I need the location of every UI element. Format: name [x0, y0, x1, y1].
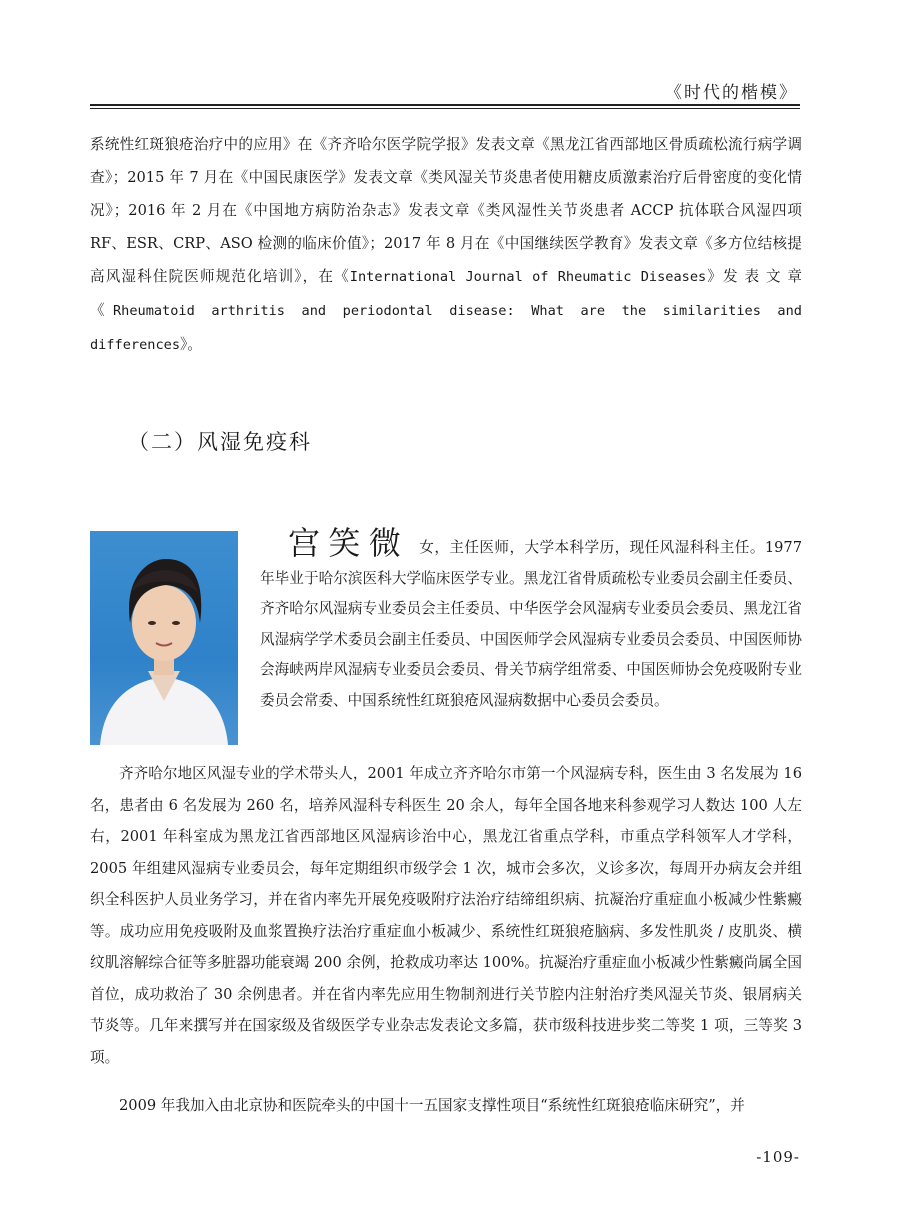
- intro-end: 》。: [180, 336, 202, 353]
- body-paragraph-2: 2009 年我加入由北京协和医院牵头的中国十一五国家支撑性项目“系统性红斑狼疮临床研究”，并: [119, 1097, 745, 1114]
- page-number: -109-: [756, 1148, 800, 1166]
- intro-mid: 》发 表 文 章《: [90, 268, 803, 319]
- section-heading: （二）风湿免疫科: [128, 430, 312, 454]
- header-rule: [90, 104, 800, 106]
- profile-bio: [260, 524, 802, 716]
- profile-photo: [90, 531, 238, 745]
- intro-text: 系统性红斑狼疮治疗中的应用》在《齐齐哈尔医学院学报》发表文章《黑龙江省西部地区骨质疏松流行病学调查》；2015 年 7 月在《中国民康医学》发表文章《类风湿关节炎患者使用糖皮质激素治疗后骨密度的变化情况》；2016 年 2 月在《中国地方病防治杂志》发表文章《类风湿性关节炎患者 ACCP 抗体联合风湿四项 RF、ESR、CRP、ASO 检测的临床价值》；2017 年 8 月在《中国继续医学教育》发表文章《多方位结核提高风湿科住院医师规范化培训》，在《: [90, 136, 802, 285]
- article-title: Rheumatoid arthritis and periodontal disease: What are the similarities and differences: [90, 303, 802, 353]
- profile-name: 宫笑微: [288, 524, 410, 562]
- journal-title: International Journal of Rheumatic Diseases: [349, 269, 707, 285]
- profile-bio-text: 女，主任医师，大学本科学历，现任风湿科科主任。1977 年毕业于哈尔滨医科大学临床医学专业。黑龙江省骨质疏松专业委员会副主任委员、齐齐哈尔风湿病专业委员会主任委员、中华医学会风湿病专业委员会委员、黑龙江省风湿病学学术委员会副主任委员、中国医师学会风湿病专业委员会委员、中国医师协会海峡两岸风湿病专业委员会委员、骨关节病学组常委、中国医师协会免疫吸附专业委员会常委、中国系统性红斑狼疮风湿病数据中心委员会委员。: [260, 539, 802, 709]
- body-paragraph-1: 齐齐哈尔地区风湿专业的学术带头人，2001 年成立齐齐哈尔市第一个风湿病专科，医生由 3 名发展为 16 名，患者由 6 名发展为 260 名，培养风湿科专科医生 20 余人，每年全国各地来科参观学习人数达 100 人左右，2001 年科室成为黑龙江省西部地区风湿病诊治中心，黑龙江省重点学科，市重点学科领军人才学科，2005 年组建风湿病专业委员会，每年定期组织市级学会 1 次，城市会多次，义诊多次，每周开办病友会并组织全科医护人员业务学习，并在省内率先开展免疫吸附疗法治疗结缔组织病、抗凝治疗重症血小板减少性紫癜等。成功应用免疫吸附及血浆置换疗法治疗重症血小板减少、系统性红斑狼疮脑病、多发性肌炎 / 皮肌炎、横纹肌溶解综合征等多脏器功能衰竭 200 余例，抢救成功率达 100%。抗凝治疗重症血小板减少性紫癜尚属全国首位，成功救治了 30 余例患者。并在省内率先应用生物制剂进行关节腔内注射治疗类风湿关节炎、银屑病关节炎等。几年来撰写并在国家级及省级医学专业杂志发表论文多篇，获市级科技进步奖二等奖 1 项，三等奖 3 项。: [90, 765, 802, 1066]
- intro-paragraph: [90, 128, 802, 362]
- portrait-illustration: [90, 531, 238, 745]
- running-header-title: 《时代的楷模》: [665, 83, 798, 103]
- header-rule-thin: [90, 108, 800, 109]
